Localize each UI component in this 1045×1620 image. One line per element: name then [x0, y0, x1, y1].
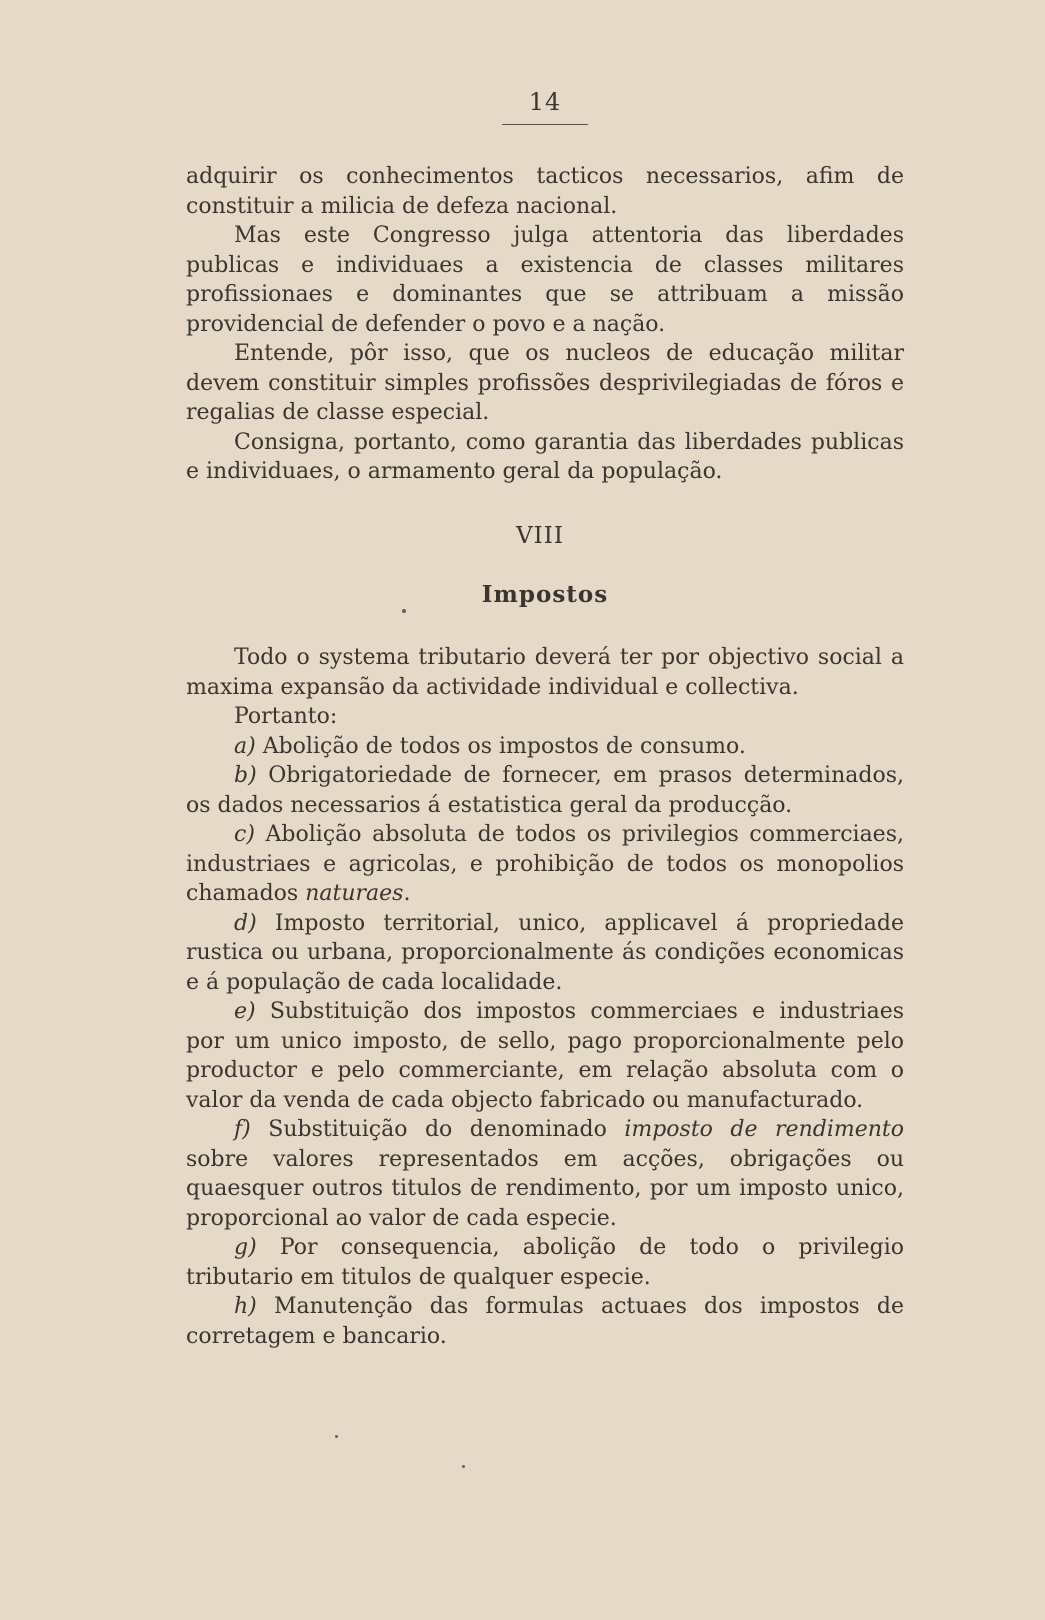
list-item [186, 1292, 904, 1351]
item-marker: e) [234, 999, 256, 1024]
section-2-text [186, 643, 904, 1351]
paragraph: Entende, pôr isso, que os nucleos de educação militar devem constituir simples profissões desprivilegiadas de fóros e regalias de classe especial. [186, 341, 904, 425]
ink-speck [462, 1465, 465, 1468]
item-text-end: sobre valores representados em acções, obrigações ou quaesquer outros titulos de rendimento, por um imposto unico, proporcional ao valor de cada especie. [186, 1146, 904, 1231]
lead-text: Portanto: [234, 704, 338, 729]
item-marker: b) [234, 763, 257, 788]
item-marker: a) [234, 733, 256, 759]
list-item [186, 820, 904, 909]
item-text: Substituição do denominado [268, 1117, 625, 1142]
item-text-end: . [403, 881, 411, 906]
item-marker: h) [234, 1294, 257, 1319]
page-number: 14 [528, 88, 562, 116]
italic-term: imposto de rendimento [624, 1117, 904, 1142]
item-text: Abolição absoluta de todos os privilegios commerciaes, industriaes e agricolas, e prohibição de todos os monopolios chamados [186, 822, 904, 906]
paragraph-continued: adquirir os conhecimentos tacticos necessarios, afim de constituir a milicia de defeza nacional. [186, 164, 904, 219]
section-number: VIII [516, 523, 564, 549]
page-number-rule [502, 124, 588, 125]
item-marker: d) [234, 910, 257, 936]
item-text: Substituição dos impostos commerciaes e industriaes por um unico imposto, de sello, pago proporcionalmente pelo productor e pelo commerciante, em relação absoluta com o valor da venda de cada objecto fabricado ou manufacturado. [186, 999, 904, 1113]
item-text: Por consequencia, abolição de todo o privilegio tributario em titulos de qualquer especie. [186, 1235, 904, 1290]
item-text: Manutenção das formulas actuaes dos impostos de corretagem e bancario. [186, 1294, 904, 1349]
list-item [186, 1233, 904, 1292]
paragraph: Mas este Congresso julga attentoria das liberdades publicas e individuaes a existencia de classes militares profissionaes e dominantes que se attribuam a missão providencial de defender o povo e a nação. [186, 223, 904, 337]
item-marker: g) [234, 1235, 257, 1260]
paragraph: Consigna, portanto, como garantia das liberdades publicas e individuaes, o armamento geral da população. [186, 429, 904, 484]
item-marker: f) [234, 1117, 251, 1142]
paragraph: Todo o systema tributario deverá ter por objectivo social a maxima expansão da actividade individual e collectiva. [186, 645, 904, 700]
italic-term: naturaes [305, 881, 404, 906]
item-marker: c) [234, 822, 255, 847]
list-item [186, 997, 904, 1115]
section-title: Impostos [481, 581, 609, 608]
list-item [186, 732, 904, 762]
list-item [186, 761, 904, 820]
list-item [186, 1115, 904, 1233]
section-1-text [186, 162, 904, 487]
item-text: Abolição de todos os impostos de consumo. [262, 733, 746, 759]
ink-speck [402, 609, 406, 613]
list-item [186, 909, 904, 998]
ink-speck [335, 1435, 338, 1438]
item-text: Imposto territorial, unico, applicavel á propriedade rustica ou urbana, proporcionalmente ás condições economicas e á população de cada localidade. [186, 910, 904, 995]
item-text: Obrigatoriedade de fornecer, em prasos determinados, os dados necessarios á estatistica geral da producção. [186, 763, 904, 818]
